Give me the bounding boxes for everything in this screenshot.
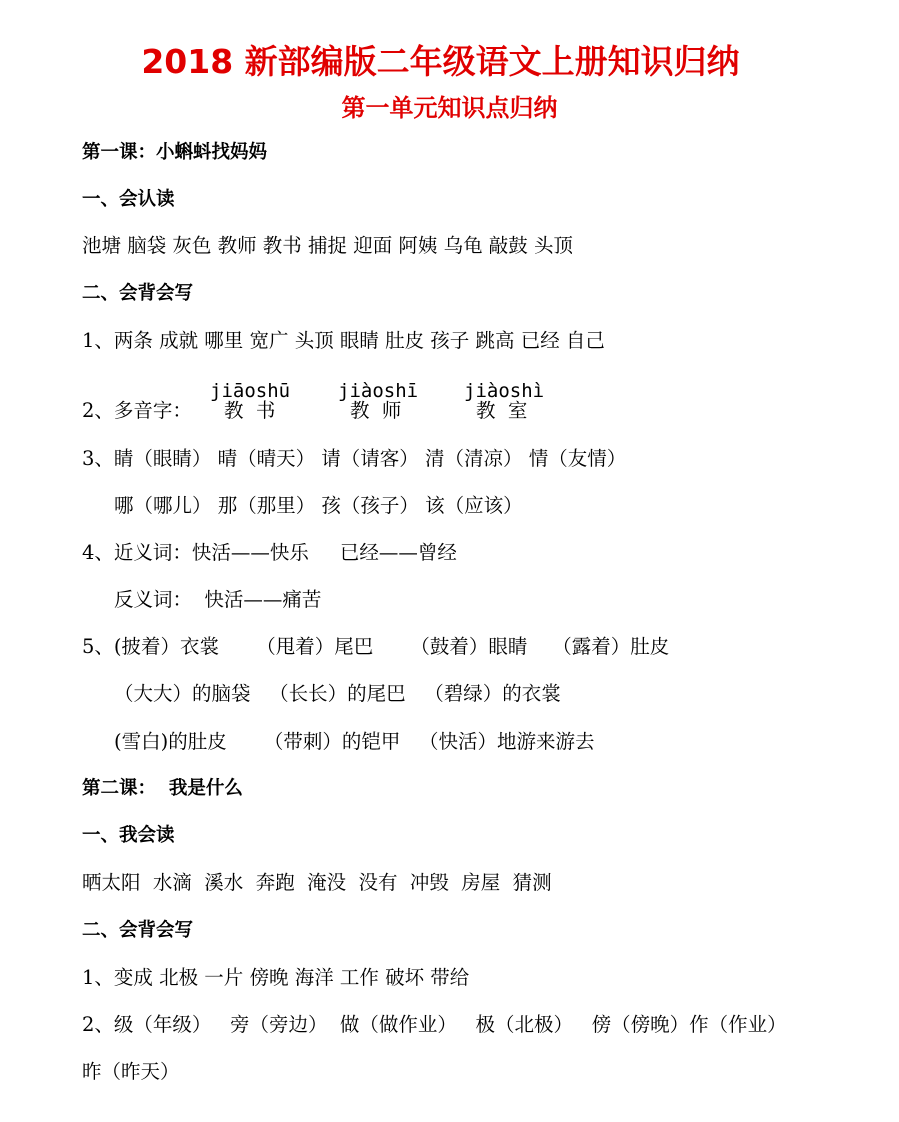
page-title: 2018 新部编版二年级语文上册知识归纳 [141, 42, 740, 81]
polyphone-chars: 教 师 [350, 399, 402, 422]
lesson2-read-words: 晒太阳 水滴 溪水 奔跑 淹没 没有 冲毁 房屋 猜测 [82, 871, 552, 894]
lesson1-item3-line2: 哪（哪儿） 那（那里） 孩（孩子） 该（应该） [114, 494, 523, 517]
lesson1-write-heading: 二、会背会写 [82, 283, 194, 304]
lesson1-read-words: 池塘 脑袋 灰色 教师 教书 捕捉 迎面 阿姨 乌龟 敲鼓 头顶 [82, 234, 573, 257]
polyphone-chars: 教 书 [224, 399, 276, 422]
lesson1-item3-line1: 3、睛（眼睛） 晴（晴天） 请（请客） 清（清凉） 情（友情） [82, 447, 627, 470]
lesson1-item2-label: 2、多音字： [82, 399, 192, 422]
lesson1-heading: 第一课：小蝌蚪找妈妈 [82, 142, 268, 163]
lesson1-item4-synonyms: 4、近义词：快活——快乐 已经——曾经 [82, 541, 457, 564]
polyphone-pinyin: jiàoshì [464, 380, 545, 402]
lesson2-read-heading: 一、我会读 [82, 825, 175, 846]
lesson1-item4-antonyms: 反义词： 快活——痛苦 [114, 588, 322, 611]
lesson1-read-heading: 一、会认读 [82, 189, 175, 210]
lesson1-item5-line2: （大大）的脑袋 （长长）的尾巴 （碧绿）的衣裳 [114, 682, 561, 705]
unit-subtitle: 第一单元知识点归纳 [341, 94, 558, 122]
lesson2-item2-line1: 2、级（年级） 旁（旁边） 做（做作业） 极（北极） 傍（傍晚）作（作业） [82, 1013, 787, 1036]
lesson2-item1: 1、变成 北极 一片 傍晚 海洋 工作 破坏 带给 [82, 966, 470, 989]
polyphone-chars: 教 室 [476, 399, 528, 422]
lesson1-item1: 1、两条 成就 哪里 宽广 头顶 眼睛 肚皮 孩子 跳高 已经 自己 [82, 329, 605, 352]
polyphone-pinyin: jiāoshū [210, 380, 291, 402]
lesson2-item2-line2: 昨（昨天） [82, 1060, 180, 1083]
lesson1-item5-line3: (雪白)的肚皮 （带刺）的铠甲 （快活）地游来游去 [114, 730, 595, 753]
lesson2-write-heading: 二、会背会写 [82, 920, 194, 941]
lesson1-item5-line1: 5、(披着）衣裳 （甩着）尾巴 （鼓着）眼睛 （露着）肚皮 [82, 635, 670, 658]
lesson2-heading: 第二课： 我是什么 [82, 778, 243, 799]
polyphone-pinyin: jiàoshī [338, 380, 419, 402]
